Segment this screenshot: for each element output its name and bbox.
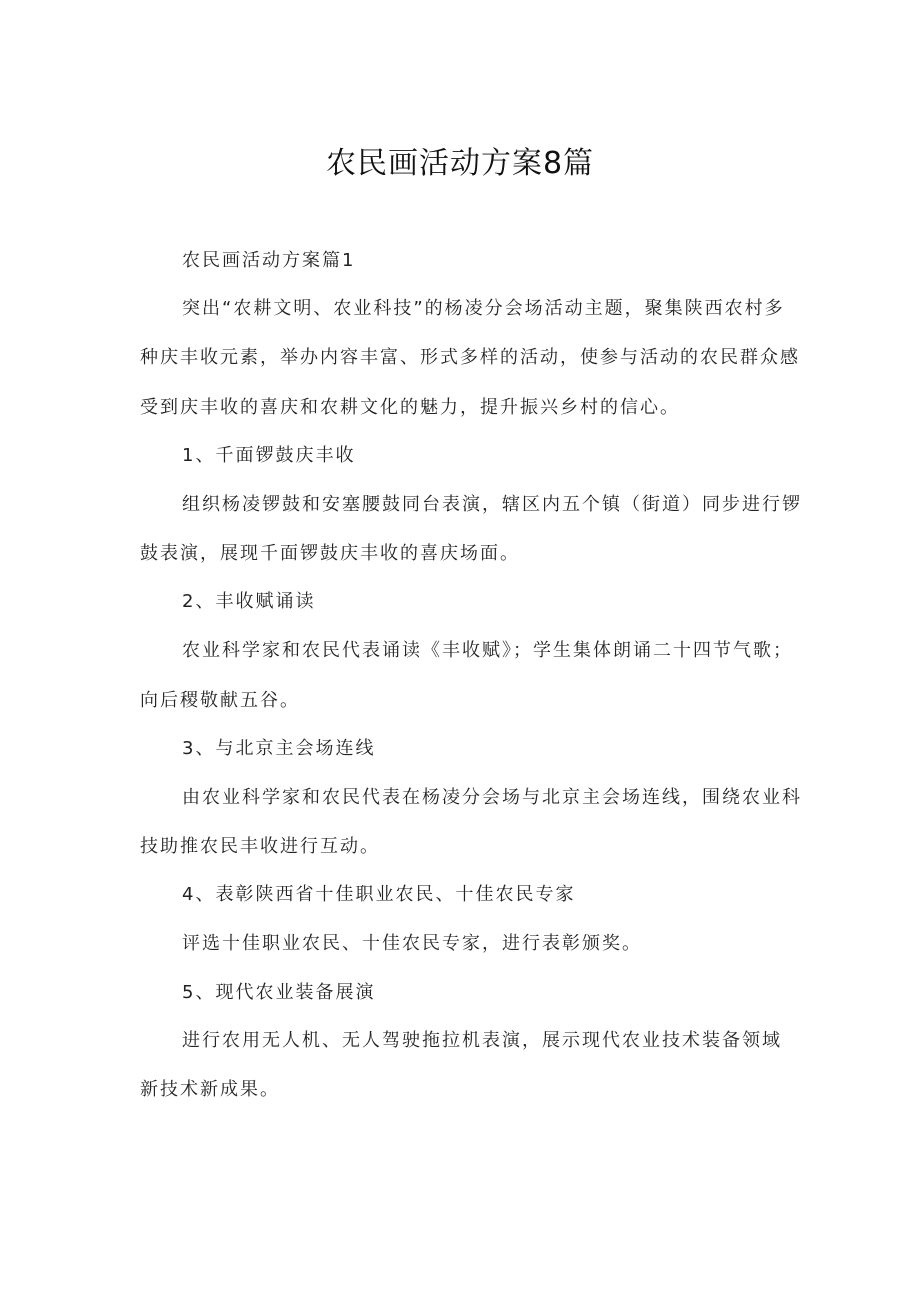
paragraph-line: 由农业科学家和农民代表在杨凌分会场与北京主会场连线，围绕农业科	[182, 787, 802, 808]
paragraph-line: 农业科学家和农民代表诵读《丰收赋》；学生集体朗诵二十四节气歌；	[182, 640, 793, 661]
item-heading-4: 4、表彰陕西省十佳职业农民、十佳农民专家	[182, 884, 576, 905]
section-heading-1: 农民画活动方案篇1	[182, 250, 356, 271]
paragraph-line: 突出“农耕文明、农业科技”的杨凌分会场活动主题，聚集陕西农村多	[182, 298, 785, 319]
paragraph-line: 种庆丰收元素，举办内容丰富、形式多样的活动，使参与活动的农民群众感	[140, 347, 800, 368]
paragraph-line: 鼓表演，展现千面锣鼓庆丰收的喜庆场面。	[140, 543, 520, 564]
paragraph-line: 进行农用无人机、无人驾驶拖拉机表演，展示现代农业技术装备领域	[182, 1030, 782, 1051]
paragraph-line: 评选十佳职业农民、十佳农民专家，进行表彰颁奖。	[182, 933, 642, 954]
paragraph-line: 向后稷敬献五谷。	[140, 690, 300, 711]
item-heading-5: 5、现代农业装备展演	[182, 982, 376, 1003]
document-title: 农民画活动方案8篇	[325, 146, 595, 181]
item-heading-2: 2、丰收赋诵读	[182, 591, 316, 612]
paragraph-line: 组织杨凌锣鼓和安塞腰鼓同台表演，辖区内五个镇（街道）同步进行锣	[182, 494, 802, 515]
paragraph-line: 新技术新成果。	[140, 1079, 280, 1100]
paragraph-line: 技助推农民丰收进行互动。	[140, 836, 380, 857]
item-heading-1: 1、千面锣鼓庆丰收	[182, 445, 356, 466]
paragraph-line: 受到庆丰收的喜庆和农耕文化的魅力，提升振兴乡村的信心。	[140, 397, 680, 418]
item-heading-3: 3、与北京主会场连线	[182, 738, 376, 759]
